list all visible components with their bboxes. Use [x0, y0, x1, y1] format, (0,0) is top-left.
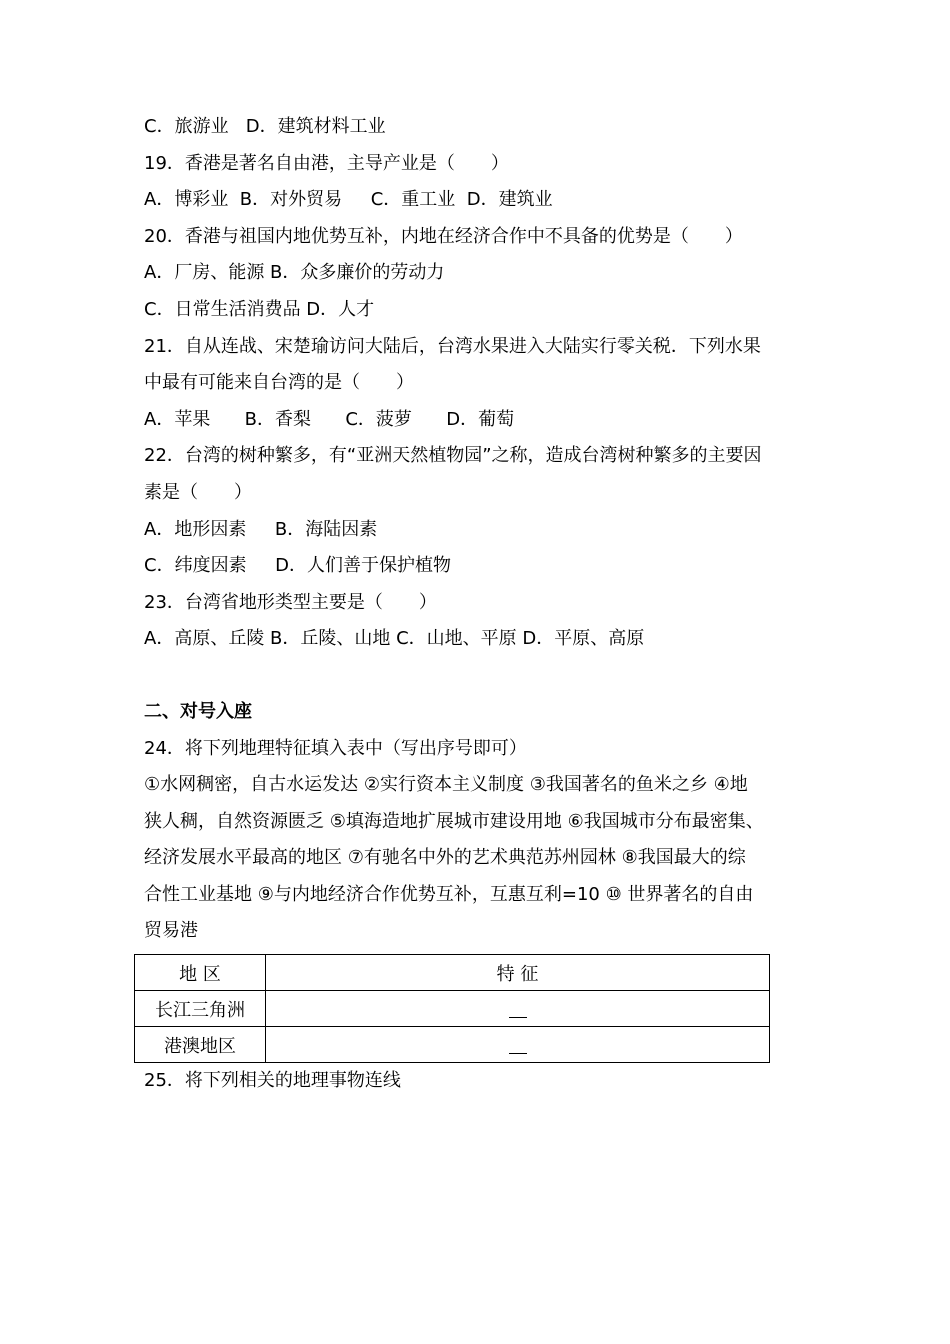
- question-20: 20．香港与祖国内地优势互补，内地在经济合作中不具备的优势是（ ）: [144, 225, 743, 247]
- questions-block: [144, 109, 824, 658]
- feature-list-line: 合性工业基地 ⑨与内地经济合作优势互补，互惠互利=10 ⑩ 世界著名的自由: [144, 883, 754, 905]
- section-title: 二、对号入座: [144, 700, 252, 722]
- question-25: 25．将下列相关的地理事物连线: [144, 1070, 401, 1092]
- answer-blank[interactable]: [509, 1001, 527, 1018]
- feature-answer-cell[interactable]: [266, 1027, 770, 1063]
- region-cell: 港澳地区: [135, 1027, 266, 1063]
- document-page: [144, 109, 824, 1100]
- question-21-cont: 中最有可能来自台湾的是（ ）: [144, 372, 414, 394]
- question-20-options-a: A．厂房、能源 B．众多廉价的劳动力: [144, 262, 445, 284]
- feature-list-line: 狭人稠，自然资源匮乏 ⑤填海造地扩展城市建设用地 ⑥我国城市分布最密集、: [144, 810, 764, 832]
- question-19: 19．香港是著名自由港，主导产业是（ ）: [144, 152, 509, 174]
- question-24-block: [144, 731, 824, 951]
- question-23: 23．台湾省地形类型主要是（ ）: [144, 591, 437, 613]
- question-21: 21．自从连战、宋楚瑜访问大陆后，台湾水果进入大陆实行零关税．下列水果: [144, 335, 761, 357]
- question-22-cont: 素是（ ）: [144, 481, 252, 503]
- question-19-options: A．博彩业 B．对外贸易 C．重工业 D．建筑业: [144, 189, 553, 211]
- question-21-options: A．苹果 B．香梨 C．菠萝 D．葡萄: [144, 408, 515, 430]
- question-20-options-c: C．日常生活消费品 D．人才: [144, 298, 375, 320]
- region-cell: 长江三角洲: [135, 991, 266, 1027]
- feature-list-line: 经济发展水平最高的地区 ⑦有驰名中外的艺术典范苏州园林 ⑧我国最大的综: [144, 847, 746, 869]
- question-23-options: A．高原、丘陵 B．丘陵、山地 C．山地、平原 D．平原、高原: [144, 628, 645, 650]
- header-feature: 特 征: [266, 955, 770, 991]
- table-header-row: [135, 955, 770, 991]
- question-22-options-a: A．地形因素 B．海陆因素: [144, 518, 378, 540]
- answer-blank[interactable]: [509, 1037, 527, 1054]
- table-row: [135, 991, 770, 1027]
- feature-list-line: ①水网稠密，自古水运发达 ②实行资本主义制度 ③我国著名的鱼米之乡 ④地: [144, 774, 748, 796]
- geography-table: [134, 954, 770, 1063]
- question-22-options-c: C．纬度因素 D．人们善于保护植物: [144, 555, 452, 577]
- header-region: 地 区: [135, 955, 266, 991]
- feature-list-line: 贸易港: [144, 920, 198, 942]
- question-22: 22．台湾的树种繁多，有“亚洲天然植物园”之称，造成台湾树种繁多的主要因: [144, 445, 762, 467]
- feature-answer-cell[interactable]: [266, 991, 770, 1027]
- table-row: [135, 1027, 770, 1063]
- option-line: C．旅游业 D．建筑材料工业: [144, 116, 386, 137]
- question-24: 24．将下列地理特征填入表中（写出序号即可）: [144, 737, 527, 759]
